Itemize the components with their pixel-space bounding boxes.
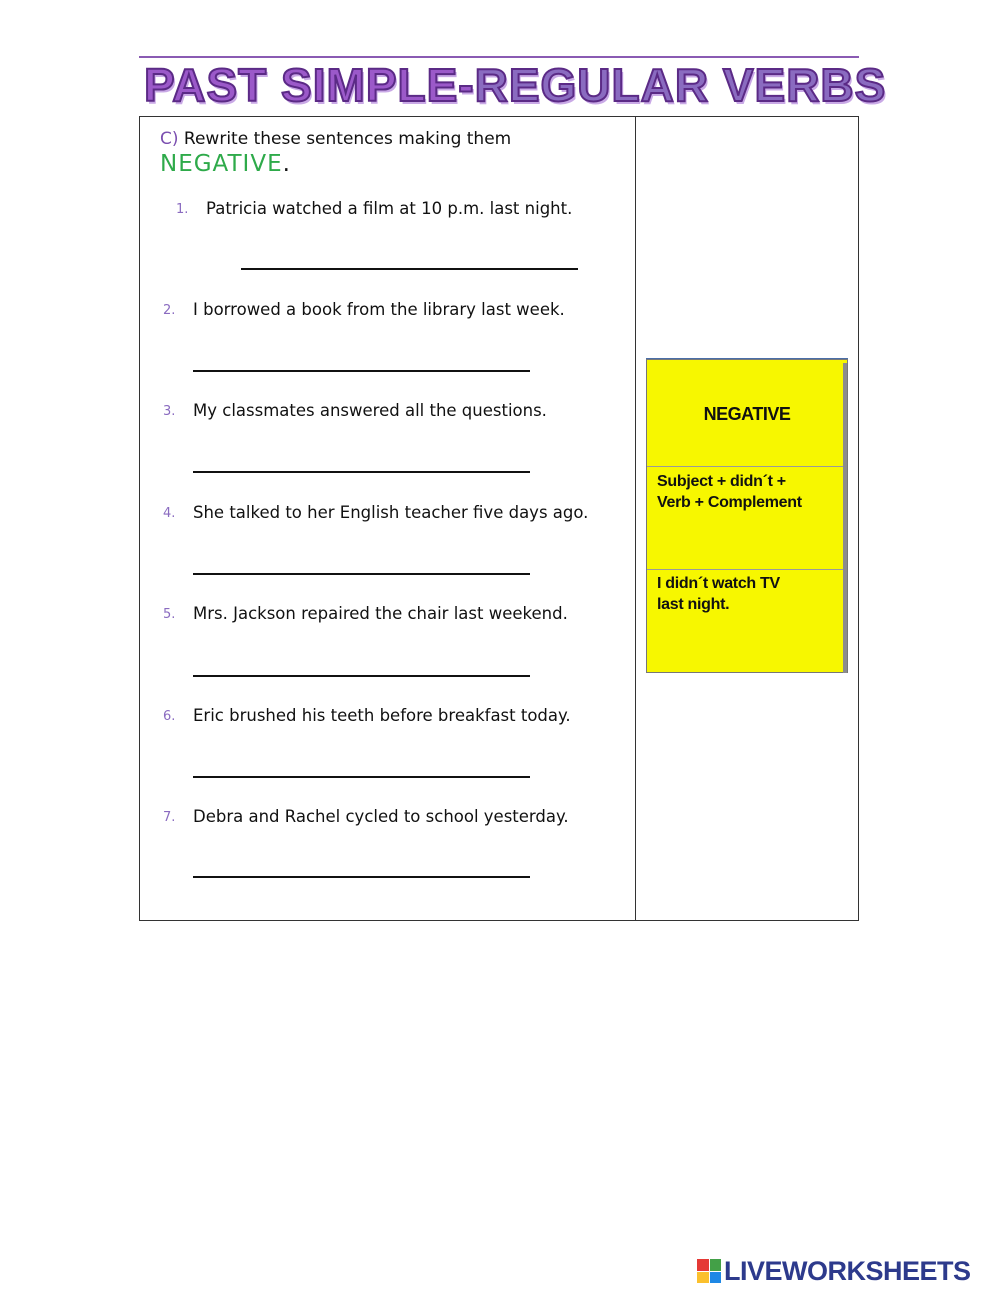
instruction xyxy=(160,128,511,150)
card-divider xyxy=(647,569,847,570)
item-sentence: Patricia watched a film at 10 p.m. last night. xyxy=(206,199,573,218)
item-number: 3. xyxy=(163,404,176,419)
answer-line-5[interactable] xyxy=(193,675,530,677)
grammar-card xyxy=(646,359,848,673)
item-number: 1. xyxy=(176,202,189,217)
instruction-emphasis xyxy=(160,151,291,177)
instruction-text: Rewrite these sentences making them xyxy=(183,129,512,149)
item-sentence: Debra and Rachel cycled to school yesterday. xyxy=(193,807,569,826)
liveworksheets-logo xyxy=(697,1254,971,1288)
item-sentence: Eric brushed his teeth before breakfast today. xyxy=(193,706,571,725)
item-number: 6. xyxy=(163,709,176,724)
column-divider xyxy=(635,116,636,921)
title-part-1: PAST SIMPLE- xyxy=(144,59,475,111)
answer-line-4[interactable] xyxy=(193,573,530,575)
title-part-2: REGULAR VERBS xyxy=(474,59,887,111)
answer-line-3[interactable] xyxy=(193,471,530,473)
item-number: 4. xyxy=(163,506,176,521)
card-heading: NEGATIVE xyxy=(703,404,791,424)
worksheet-title xyxy=(144,59,887,111)
item-sentence: Mrs. Jackson repaired the chair last weekend. xyxy=(193,604,568,623)
title-rule xyxy=(139,56,859,58)
item-number: 2. xyxy=(163,303,176,318)
card-shadow xyxy=(843,363,847,673)
item-number: 7. xyxy=(163,810,176,825)
item-number: 5. xyxy=(163,607,176,622)
item-sentence: I borrowed a book from the library last week. xyxy=(193,300,565,319)
instruction-period: . xyxy=(282,151,291,177)
answer-line-7[interactable] xyxy=(193,876,530,878)
structure-line-2: Verb + Complement xyxy=(657,494,802,511)
card-structure xyxy=(657,471,802,513)
structure-line-1: Subject + didn´t + xyxy=(657,473,786,490)
answer-line-2[interactable] xyxy=(193,370,530,372)
example-line-2: last night. xyxy=(657,596,730,613)
example-line-1: I didn´t watch TV xyxy=(657,575,780,592)
answer-line-1[interactable] xyxy=(241,268,578,270)
card-divider xyxy=(647,466,847,467)
logo-text: LIVEWORKSHEETS xyxy=(724,1255,971,1286)
liveworksheets-logo-icon xyxy=(697,1259,721,1283)
negative-word: NEGATIVE xyxy=(160,151,283,177)
answer-line-6[interactable] xyxy=(193,776,530,778)
section-letter: C) xyxy=(160,129,179,149)
item-sentence: My classmates answered all the questions. xyxy=(193,401,547,420)
item-sentence: She talked to her English teacher five days ago. xyxy=(193,503,589,522)
card-example xyxy=(657,573,780,615)
